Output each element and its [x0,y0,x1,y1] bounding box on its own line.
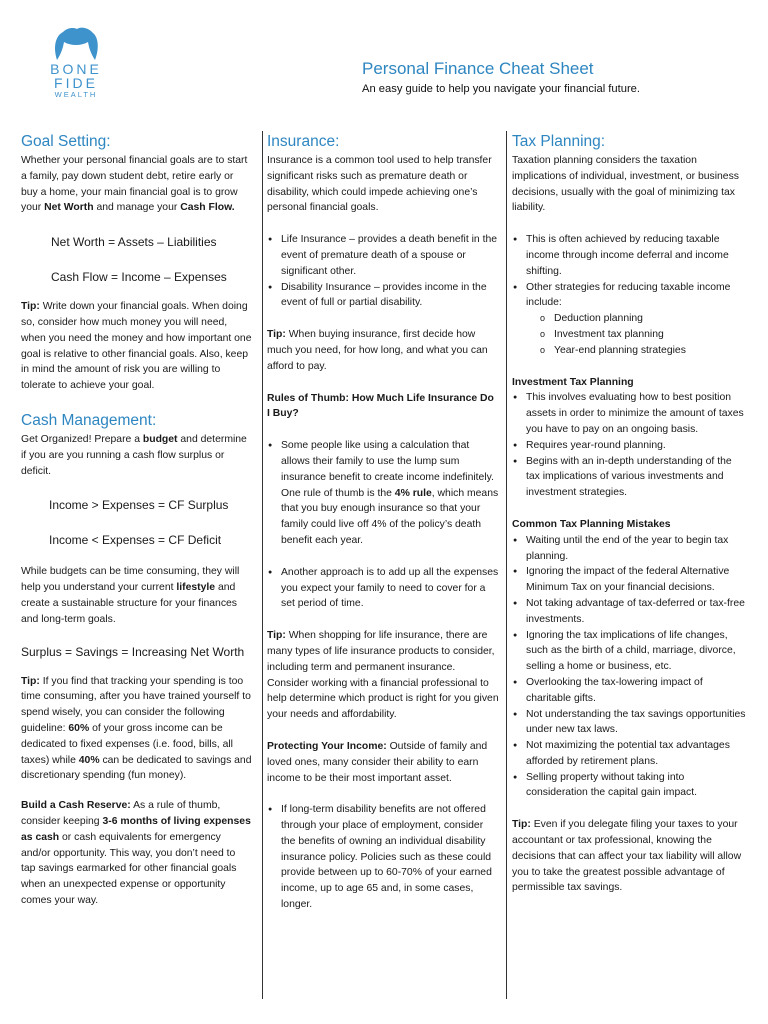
investment-tax-list [512,390,746,501]
tax-planning-intro: Taxation planning considers the taxation implications of individual, investment, or business decisions, usually with the goal of minimizing tax liability. [512,155,739,214]
list-item: ● Waiting until the end of the year to begin tax planning. [512,533,746,565]
list-item: ● Life Insurance – provides a death benefit in the event of premature death of a spouse or significant other. [267,232,499,279]
tax-planning-heading: Tax Planning: [512,133,606,150]
insurance-types-list [267,232,499,311]
page-subtitle: An easy guide to help you navigate your financial future. [362,83,641,95]
column-left [21,131,252,909]
list-item: ● Not maximizing the potential tax advantages afforded by retirement plans. [512,738,746,770]
goal-setting-intro: Whether your personal financial goals are to start a family, pay down student debt, retire early or buy a home, your main financial goal is to grow your Net Worth and manage your Cash Flow. [21,155,248,214]
insurance-heading: Insurance: [267,133,340,150]
sub-list-item: o Year-end planning strategies [540,343,746,359]
net-worth-equation: Net Worth = Assets – Liabilities [51,235,217,250]
column-middle [267,131,499,913]
rules-list [267,438,499,612]
column-right [512,131,746,896]
cash-management-intro: Get Organized! Prepare a budget and determine if you are you running a cash flow surplus or deficit. [21,433,247,477]
list-item: ● Not taking advantage of tax-deferred or tax-free investments. [512,596,746,628]
protecting-income-paragraph: Protecting Your Income: Outside of family and loved ones, many consider their ability to earn income to be their most important asset. [267,740,488,784]
investment-tax-heading: Investment Tax Planning [512,376,634,388]
column-divider [506,131,507,999]
insurance-intro: Insurance is a common tool used to help transfer significant risks such as premature death or disability, which could impede achieving one’s personal financial goals. [267,155,492,214]
insurance-tip-2: Tip: When shopping for life insurance, there are many types of life insurance products to consider, including term and permanent insurance. Consider working with a financial professional to help determine which product is right for you given your needs and affordability. [267,630,499,721]
brand-line1: BONE [50,61,102,77]
list-item: ● Another approach is to add up all the expenses you expect your family to need to cover for a set period of time. [267,565,499,612]
list-item: ● Other strategies for reducing taxable income include: o Deduction planning o Investment tax planning o Year-end planning strategies [512,280,746,359]
page-title: Personal Finance Cheat Sheet [362,59,594,78]
cash-flow-equation: Cash Flow = Income – Expenses [51,270,227,285]
brand-logo [36,26,116,99]
list-item: ● Requires year-round planning. [512,438,746,454]
disability-list [267,802,499,913]
mistakes-list [512,533,746,802]
deficit-equation: Income < Expenses = CF Deficit [49,533,222,548]
list-item: ● Not understanding the tax savings opportunities under new tax laws. [512,707,746,739]
list-item: ● Ignoring the impact of the federal Alternative Minimum Tax on your financial decisions. [512,564,746,596]
hair-logo-icon [51,26,101,62]
tax-tip: Tip: Even if you delegate filing your taxes to your accountant or tax professional, knowing the decisions that can affect your tax liability will allow you to take the greatest possible advantage of permissible tax savings. [512,819,742,894]
tax-strategies-list [512,232,746,358]
surplus-equation: Income > Expenses = CF Surplus [49,498,229,513]
list-item: ● If long-term disability benefits are not offered through your place of employment, consider the benefits of owning an individual disability insurance policy. Policies such as these could provide between up to 60-70% of your earned income, up to age 65 and, in some cases, longer. [267,802,499,913]
list-item: ● Disability Insurance – provides income in the event of full or partial disability. [267,280,499,312]
page-header [362,58,640,97]
list-item: ● Some people like using a calculation that allows their family to use the lump sum insurance benefit to create income indefinitely. One rule of thumb is the 4% rule, which means that you buy enough insurance so that your family could live off 4% of the policy’s death benefit each year. [267,438,499,549]
brand-line2: FIDE [54,75,98,91]
savings-equation: Surplus = Savings = Increasing Net Worth [21,644,245,659]
goal-setting-tip: Tip: Write down your financial goals. When doing so, consider how much money you will need, when you need the money and how important one goal is relative to other financial goals. Also, keep in mind the amount of risk you are willing to tolerate to achieve your goal. [21,301,252,392]
goal-setting-heading: Goal Setting: [21,133,111,150]
list-item: ● Begins with an in-depth understanding of the tax implications of various investments and investment strategies. [512,454,746,501]
cash-management-tip: Tip: If you find that tracking your spending is too time consuming, after you have trained yourself to spend wisely, you can consider the following guideline: 60% of your gross income can be dedicated to fixed expenses (i.e. food, bills, all taxes) while 40% can be dedicated to savings and discretionary spending (fun money). [21,675,252,782]
list-item: ● Selling property without taking into consideration the capital gain impact. [512,770,746,802]
insurance-tip-1: Tip: When buying insurance, first decide how much you need, for how long, and what you can afford to pay. [267,329,488,372]
budget-paragraph: While budgets can be time consuming, they will help you understand your current lifestyle and create a sustainable structure for your finances and long-term goals. [21,566,240,625]
rules-of-thumb-heading: Rules of Thumb: How Much Life Insurance Do I Buy? [267,392,494,420]
mistakes-heading: Common Tax Planning Mistakes [512,518,671,530]
sub-list-item: o Investment tax planning [540,327,746,343]
brand-line3: WEALTH [54,90,98,99]
list-item: ● Overlooking the tax-lowering impact of charitable gifts. [512,675,746,707]
sub-list-item: o Deduction planning [540,311,746,327]
sub-list [526,311,746,358]
cash-management-heading: Cash Management: [21,411,157,429]
list-item: ● This involves evaluating how to best position assets in order to minimize the amount of taxes you have to pay on an ongoing basis. [512,390,746,437]
list-item: ● This is often achieved by reducing taxable income through income deferral and income shifting. [512,232,746,279]
list-item: ● Ignoring the tax implications of life changes, such as the birth of a child, marriage, divorce, selling a home or business, etc. [512,628,746,675]
column-divider [262,131,263,999]
cash-reserve-paragraph: Build a Cash Reserve: As a rule of thumb, consider keeping 3-6 months of living expenses as cash or cash equivalents for emergency and/or opportunity. This way, you don’t need to tap savings earmarked for other financial goals when an unexpected expense or opportunity comes your way. [21,800,251,906]
